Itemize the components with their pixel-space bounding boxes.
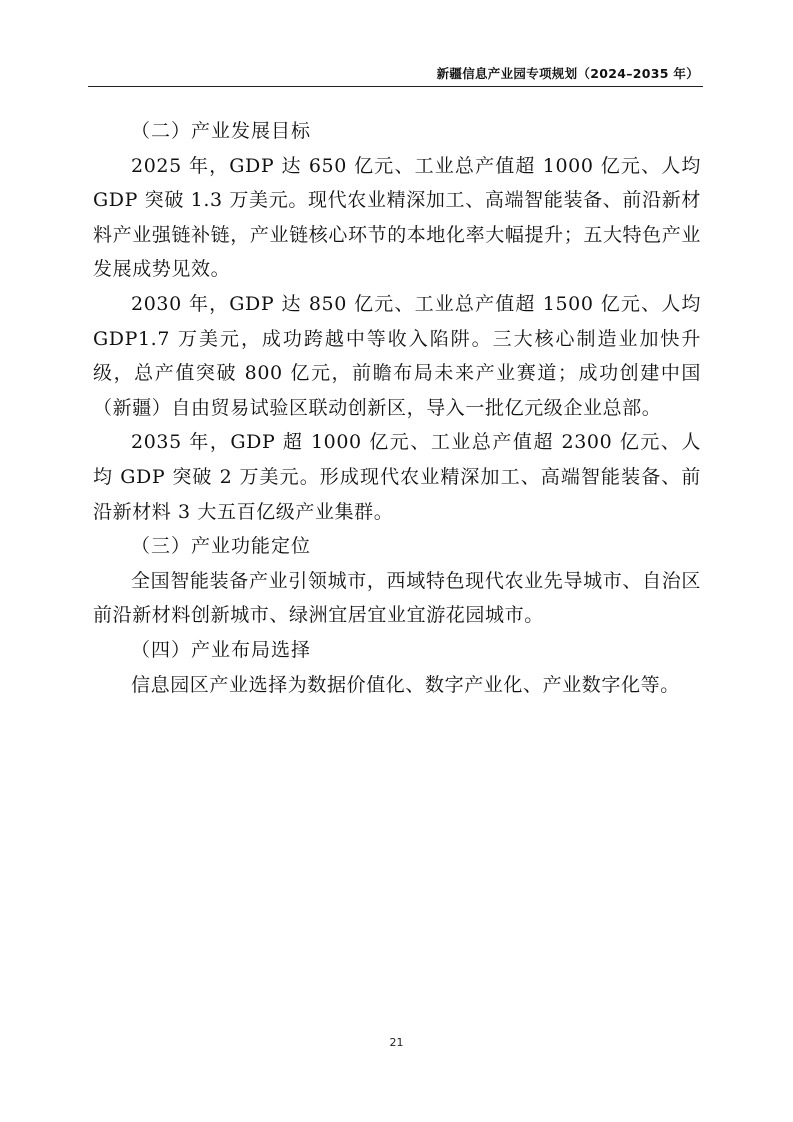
paragraph-2030-goals: 2030 年，GDP 达 850 亿元、工业总产值超 1500 亿元、人均 GDP1.7 万美元，成功跨越中等收入陷阱。三大核心制造业加快升级，总产值突破 800 亿元，前瞻布局未来产业赛道；成功创建中国（新疆）自由贸易试验区联动创新区，导入一批亿元级企业总部。 <box>93 292 701 419</box>
paragraph-layout-selection: 信息园区产业选择为数据价值化、数字产业化、产业数字化等。 <box>131 673 680 696</box>
paragraph-function-positioning: 全国智能装备产业引领城市，西域特色现代农业先导城市、自治区前沿新材料创新城市、绿洲宜居宜业宜游花园城市。 <box>93 569 701 627</box>
page-header <box>88 64 703 87</box>
section-heading-layout-selection: （四）产业布局选择 <box>131 638 312 661</box>
paragraph-2025-goals: 2025 年，GDP 达 650 亿元、工业总产值超 1000 亿元、人均 GDP 突破 1.3 万美元。现代农业精深加工、高端智能装备、前沿新材料产业强链补链，产业链核心环节的本地化率大幅提升；五大特色产业发展成势见效。 <box>93 154 701 281</box>
section-heading-function-positioning: （三）产业功能定位 <box>131 535 312 558</box>
header-title: 新疆信息产业园专项规划（2024–2035 年） <box>436 66 699 81</box>
section-heading-development-goals: （二）产业发展目标 <box>131 120 312 142</box>
paragraph-2035-goals: 2035 年，GDP 超 1000 亿元、工业总产值超 2300 亿元、人均 GDP 突破 2 万美元。形成现代农业精深加工、高端智能装备、前沿新材料 3 大五百亿级产业集群。 <box>93 431 701 523</box>
document-body <box>93 114 701 702</box>
page-number: 21 <box>389 1036 404 1049</box>
